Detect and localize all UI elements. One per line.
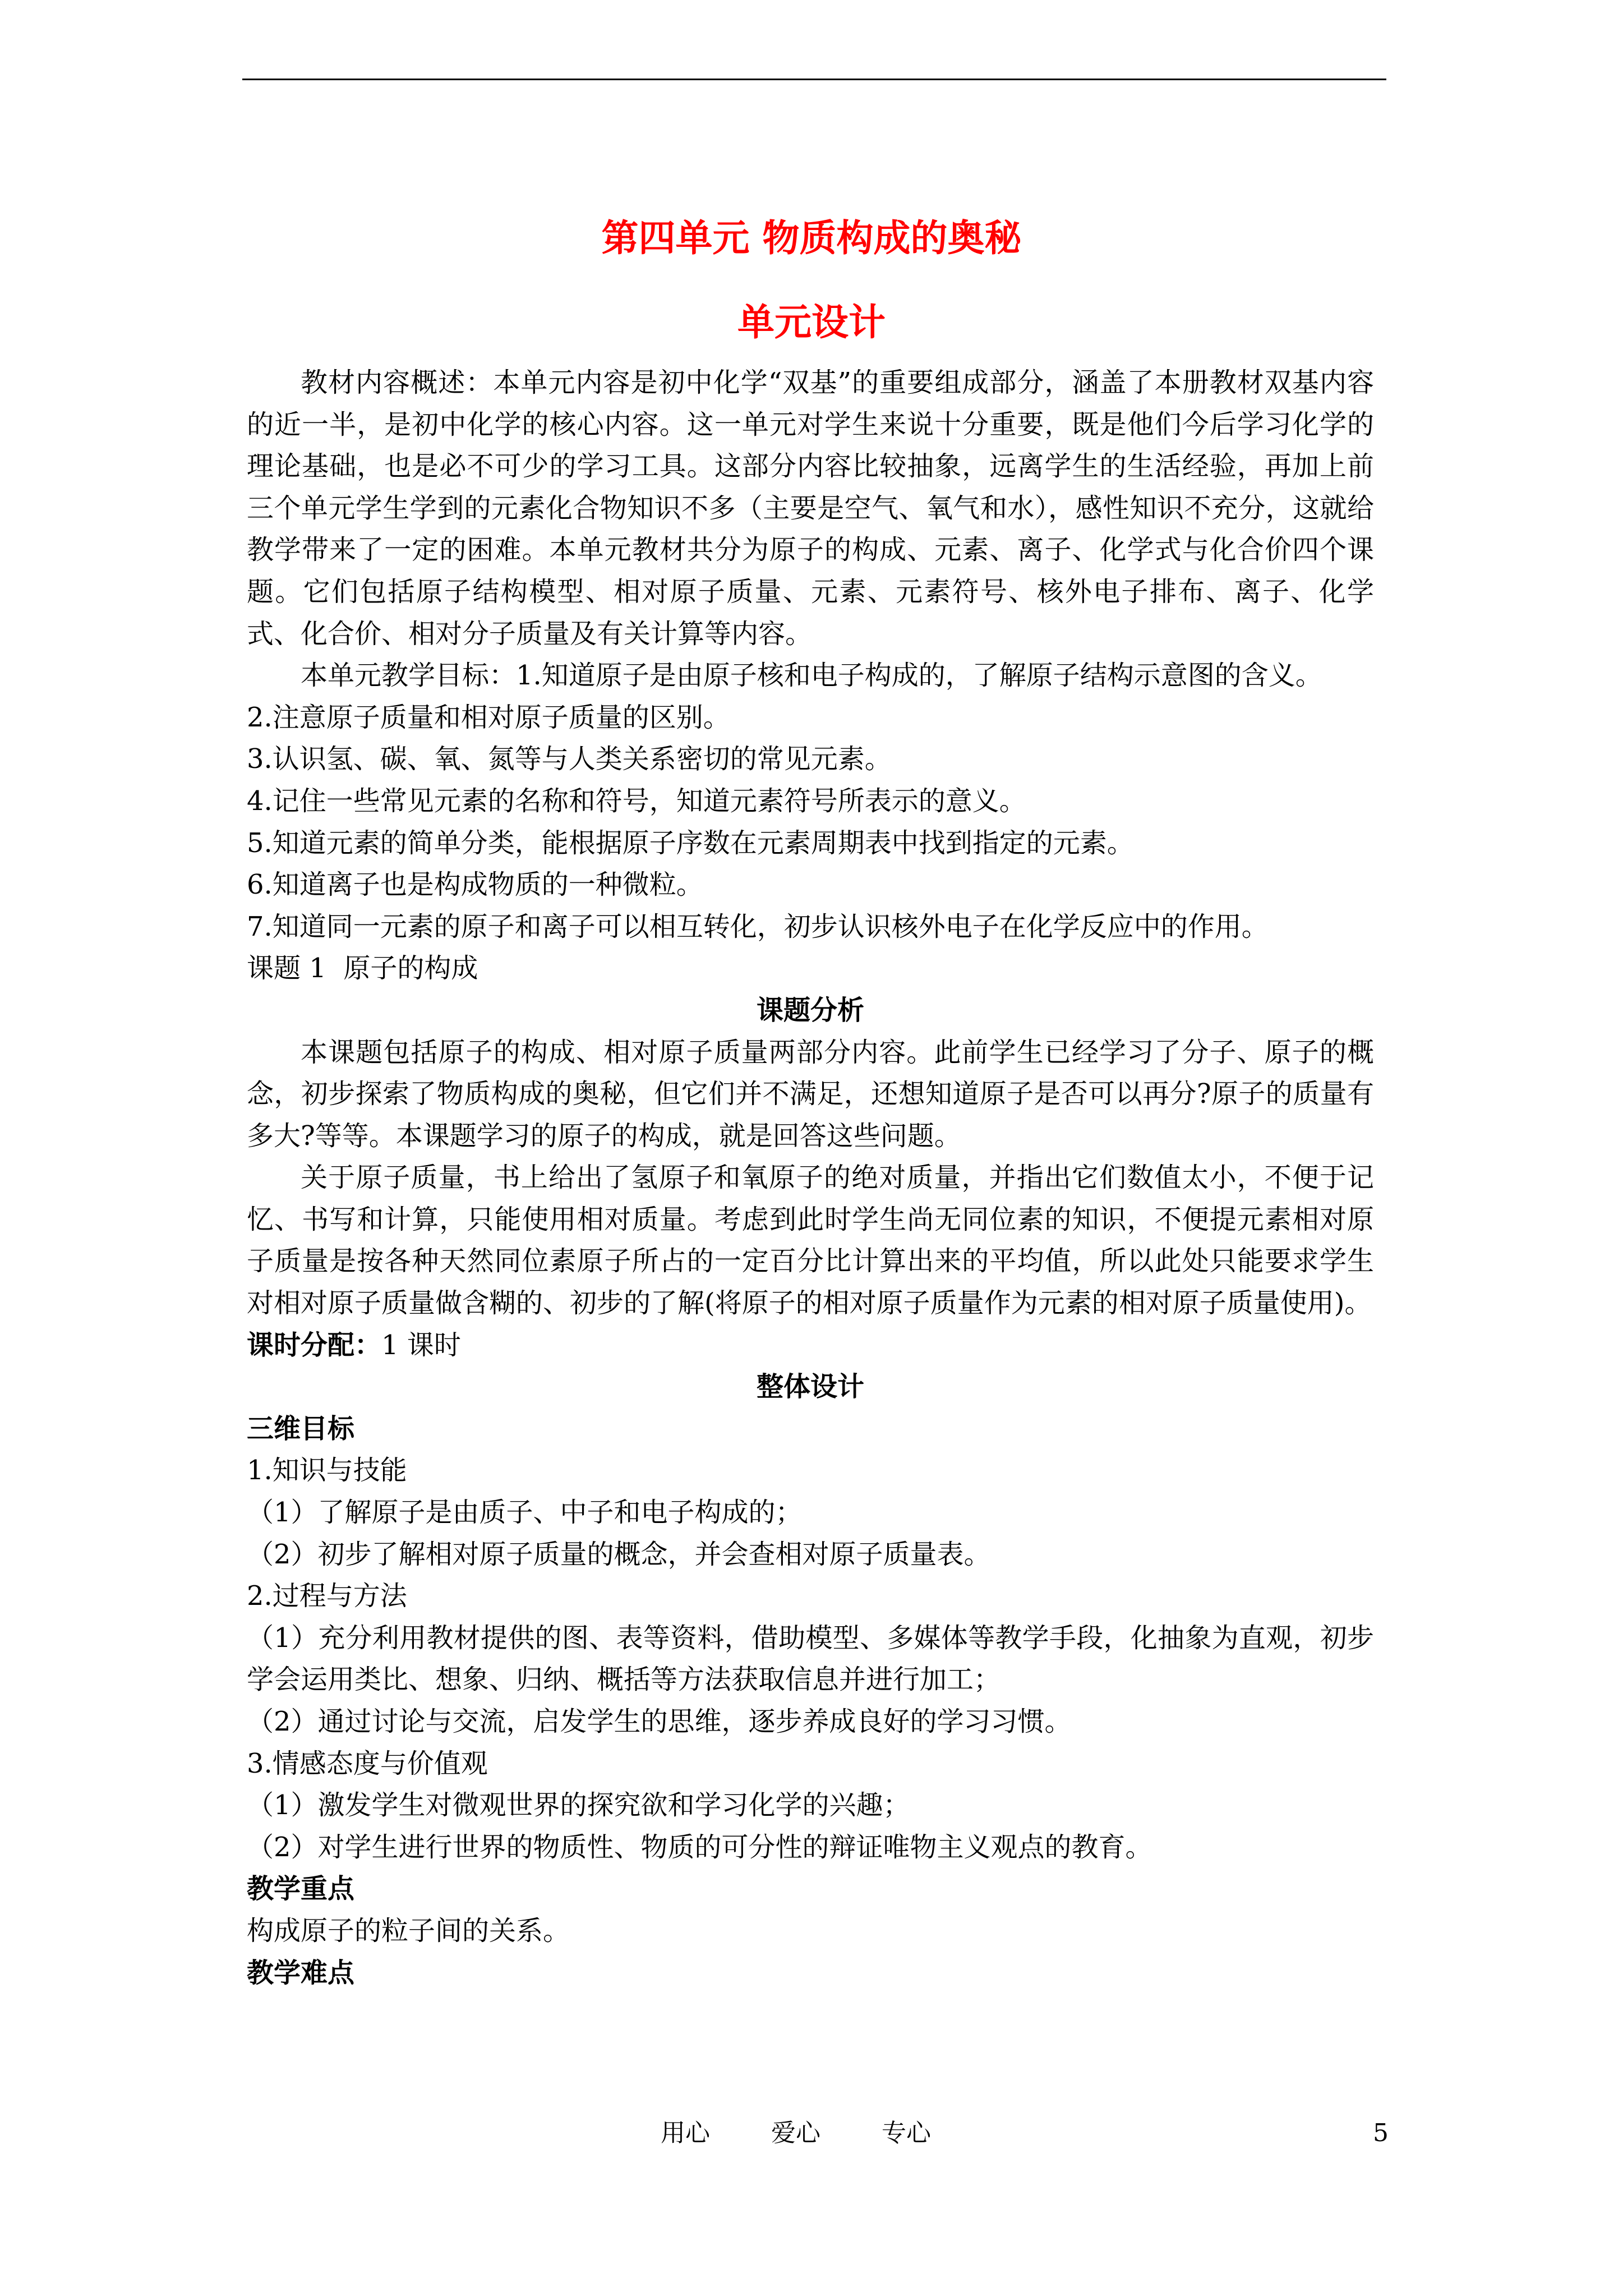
footer-word: 专心 [882, 2119, 931, 2147]
objectives-heading: 三维目标 [247, 1412, 355, 1444]
difficulty-heading: 教学难点 [247, 1957, 355, 1989]
analysis-paragraph-1: 本课题包括原子的构成、相对原子质量两部分内容。此前学生已经学习了分子、原子的概念，初步探索了物质构成的奥秘，但它们并不满足，还想知道原子是否可以再分?原子的质量有多大?等等。本课题学习的原子的构成，就是回答这些问题。 [247, 1036, 1374, 1152]
objective-item: （1）激发学生对微观世界的探究欲和学习化学的兴趣； [247, 1789, 910, 1821]
objective-item: （2）初步了解相对原子质量的概念，并会查相对原子质量表。 [247, 1538, 991, 1570]
document-body [247, 362, 1374, 1994]
objective-item: （2）对学生进行世界的物质性、物质的可分性的辩证唯物主义观点的教育。 [247, 1831, 1152, 1863]
goal-item: 5.知道元素的简单分类，能根据原子序数在元素周期表中找到指定的元素。 [247, 827, 1134, 859]
time-label: 课时分配： [247, 1329, 382, 1361]
lesson-title: 课题 1 原子的构成 [247, 953, 478, 984]
goal-item: 6.知道离子也是构成物质的一种微粒。 [247, 869, 703, 901]
footer-word: 爱心 [771, 2119, 820, 2147]
header-rule [242, 79, 1386, 80]
overview-paragraph: 教材内容概述：本单元内容是初中化学“双基”的重要组成部分，涵盖了本册教材双基内容的近一半，是初中化学的核心内容。这一单元对学生来说十分重要，既是他们今后学习化学的理论基础，也是必不可少的学习工具。这部分内容比较抽象，远离学生的生活经验，再加上前三个单元学生学到的元素化合物知识不多（主要是空气、氧气和水），感性知识不充分，这就给教学带来了一定的困难。本单元教材共分为原子的构成、元素、离子、化学式与化合价四个课题。它们包括原子结构模型、相对原子质量、元素、元素符号、核外电子排布、离子、化学式、化合价、相对分子质量及有关计算等内容。 [247, 367, 1374, 650]
page-number: 5 [1373, 2119, 1389, 2147]
time-allocation [247, 1324, 1374, 1366]
design-heading: 整体设计 [756, 1371, 864, 1403]
unit-title: 第四单元 物质构成的奥秘 [601, 217, 1022, 260]
objective-item: （2）通过讨论与交流，启发学生的思维，逐步养成良好的学习习惯。 [247, 1706, 1072, 1737]
analysis-heading: 课题分析 [756, 994, 864, 1026]
unit-subtitle: 单元设计 [737, 301, 886, 344]
key-point-heading: 教学重点 [247, 1873, 355, 1905]
footer-word: 用心 [661, 2119, 710, 2147]
goals-intro: 本单元教学目标：1.知道原子是由原子核和电子构成的，了解原子结构示意图的含义。 [301, 660, 1322, 692]
objective-2-title: 2.过程与方法 [247, 1580, 407, 1612]
goal-item: 7.知道同一元素的原子和离子可以相互转化，初步认识核外电子在化学反应中的作用。 [247, 910, 1269, 942]
objective-3-title: 3.情感态度与价值观 [247, 1747, 488, 1779]
goal-item: 3.认识氢、碳、氧、氮等与人类关系密切的常见元素。 [247, 743, 892, 775]
analysis-paragraph-2: 关于原子质量，书上给出了氢原子和氧原子的绝对质量，并指出它们数值太小，不便于记忆、书写和计算，只能使用相对质量。考虑到此时学生尚无同位素的知识，不便提元素相对原子质量是按各种天然同位素原子所占的一定百分比计算出来的平均值，所以此处只能要求学生对相对原子质量做含糊的、初步的了解(将原子的相对原子质量作为元素的相对原子质量使用)。 [247, 1162, 1374, 1319]
objective-item: （1）充分利用教材提供的图、表等资料，借助模型、多媒体等教学手段，化抽象为直观，初步学会运用类比、想象、归纳、概括等方法获取信息并进行加工； [247, 1622, 1374, 1696]
goal-item: 2.注意原子质量和相对原子质量的区别。 [247, 701, 730, 733]
time-value: 1 课时 [381, 1329, 461, 1361]
objective-item: （1）了解原子是由质子、中子和电子构成的； [247, 1497, 803, 1529]
key-point-text: 构成原子的粒子间的关系。 [247, 1915, 570, 1947]
goal-item: 4.记住一些常见元素的名称和符号，知道元素符号所表示的意义。 [247, 785, 1026, 817]
objective-1-title: 1.知识与技能 [247, 1455, 407, 1487]
